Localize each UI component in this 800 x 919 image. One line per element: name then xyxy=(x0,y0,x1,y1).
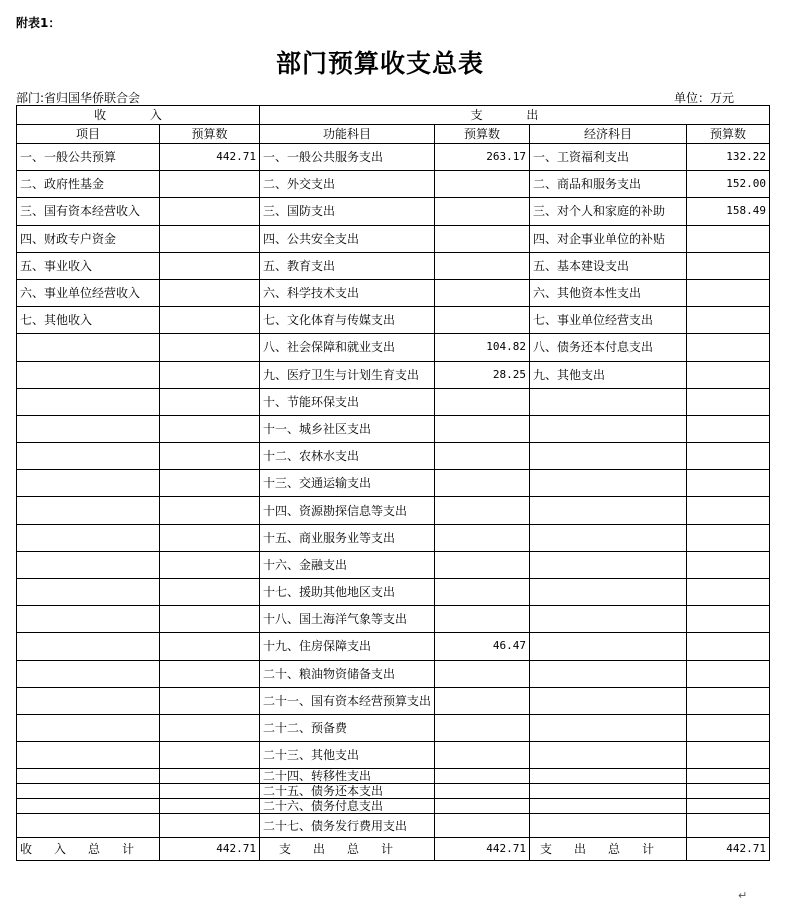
economic-item-cell xyxy=(530,784,687,799)
function-budget-cell xyxy=(435,198,530,225)
economic-budget-cell xyxy=(687,799,770,814)
table-row xyxy=(17,814,770,838)
function-item-cell: 十五、商业服务业等支出 xyxy=(260,524,435,551)
table-row xyxy=(17,633,770,660)
income-budget-cell xyxy=(160,443,260,470)
function-budget-cell: 263.17 xyxy=(435,144,530,171)
function-budget-cell xyxy=(435,225,530,252)
function-item-cell: 十二、农林水支出 xyxy=(260,443,435,470)
economic-item-cell: 九、其他支出 xyxy=(530,361,687,388)
function-budget-cell xyxy=(435,551,530,578)
function-budget-cell xyxy=(435,814,530,838)
income-item-cell: 七、其他收入 xyxy=(17,307,160,334)
economic-item-cell xyxy=(530,742,687,769)
function-budget-cell xyxy=(435,606,530,633)
economic-budget-cell xyxy=(687,814,770,838)
economic-budget-cell xyxy=(687,579,770,606)
table-row xyxy=(17,606,770,633)
function-item-cell: 四、公共安全支出 xyxy=(260,225,435,252)
col-header-economic-subject: 经济科目 xyxy=(530,125,687,144)
table-row xyxy=(17,415,770,442)
table-row xyxy=(17,579,770,606)
table-row xyxy=(17,660,770,687)
col-header-budget: 预算数 xyxy=(435,125,530,144)
income-total-label: 收入总计 xyxy=(17,838,160,861)
function-budget-cell xyxy=(435,799,530,814)
economic-budget-cell: 158.49 xyxy=(687,198,770,225)
economic-budget-cell: 132.22 xyxy=(687,144,770,171)
function-budget-cell: 46.47 xyxy=(435,633,530,660)
economic-item-cell xyxy=(530,415,687,442)
income-budget-cell xyxy=(160,334,260,361)
income-budget-cell xyxy=(160,470,260,497)
income-item-cell: 六、事业单位经营收入 xyxy=(17,279,160,306)
economic-budget-cell xyxy=(687,606,770,633)
function-item-cell: 十七、援助其他地区支出 xyxy=(260,579,435,606)
economic-budget-cell xyxy=(687,252,770,279)
economic-item-cell: 五、基本建设支出 xyxy=(530,252,687,279)
table-row xyxy=(17,470,770,497)
table-row xyxy=(17,551,770,578)
section-header-row xyxy=(17,106,770,125)
economic-budget-cell xyxy=(687,443,770,470)
function-item-cell: 二十二、预备费 xyxy=(260,714,435,741)
function-item-cell: 二十七、债务发行费用支出 xyxy=(260,814,435,838)
function-item-cell: 八、社会保障和就业支出 xyxy=(260,334,435,361)
table-row xyxy=(17,497,770,524)
economic-item-cell xyxy=(530,579,687,606)
function-item-cell: 三、国防支出 xyxy=(260,198,435,225)
table-row xyxy=(17,144,770,171)
table-row xyxy=(17,361,770,388)
function-item-cell: 十八、国土海洋气象等支出 xyxy=(260,606,435,633)
table-row xyxy=(17,252,770,279)
income-budget-cell xyxy=(160,307,260,334)
table-row xyxy=(17,443,770,470)
income-total-value: 442.71 xyxy=(160,838,260,861)
income-item-cell xyxy=(17,814,160,838)
function-total-value: 442.71 xyxy=(435,838,530,861)
economic-budget-cell xyxy=(687,742,770,769)
section-expense: 支 出 xyxy=(260,106,770,125)
economic-item-cell xyxy=(530,606,687,633)
income-item-cell xyxy=(17,415,160,442)
income-budget-cell: 442.71 xyxy=(160,144,260,171)
table-row xyxy=(17,742,770,769)
function-item-cell: 五、教育支出 xyxy=(260,252,435,279)
income-budget-cell xyxy=(160,633,260,660)
income-item-cell xyxy=(17,606,160,633)
economic-item-cell: 一、工资福利支出 xyxy=(530,144,687,171)
economic-item-cell xyxy=(530,714,687,741)
economic-budget-cell xyxy=(687,714,770,741)
income-item-cell xyxy=(17,334,160,361)
table-row xyxy=(17,198,770,225)
income-budget-cell xyxy=(160,279,260,306)
income-budget-cell xyxy=(160,524,260,551)
table-row xyxy=(17,307,770,334)
table-row xyxy=(17,388,770,415)
table-row xyxy=(17,334,770,361)
economic-budget-cell xyxy=(687,687,770,714)
function-item-cell: 二十六、债务付息支出 xyxy=(260,799,435,814)
function-item-cell: 七、文化体育与传媒支出 xyxy=(260,307,435,334)
column-header-row xyxy=(17,125,770,144)
function-item-cell: 一、一般公共服务支出 xyxy=(260,144,435,171)
income-budget-cell xyxy=(160,415,260,442)
income-budget-cell xyxy=(160,660,260,687)
economic-budget-cell xyxy=(687,497,770,524)
table-row xyxy=(17,279,770,306)
budget-table xyxy=(16,105,770,861)
function-budget-cell xyxy=(435,252,530,279)
function-budget-cell xyxy=(435,784,530,799)
economic-item-cell xyxy=(530,660,687,687)
economic-budget-cell xyxy=(687,470,770,497)
function-item-cell: 十三、交通运输支出 xyxy=(260,470,435,497)
economic-item-cell: 八、债务还本付息支出 xyxy=(530,334,687,361)
economic-item-cell xyxy=(530,470,687,497)
income-item-cell xyxy=(17,551,160,578)
income-item-cell: 一、一般公共预算 xyxy=(17,144,160,171)
economic-budget-cell xyxy=(687,769,770,784)
economic-budget-cell xyxy=(687,524,770,551)
income-budget-cell xyxy=(160,497,260,524)
function-budget-cell xyxy=(435,497,530,524)
page-title: 部门预算收支总表 xyxy=(275,49,484,78)
function-item-cell: 二十五、债务还本支出 xyxy=(260,784,435,799)
income-budget-cell xyxy=(160,388,260,415)
economic-budget-cell: 152.00 xyxy=(687,171,770,198)
economic-item-cell xyxy=(530,551,687,578)
function-item-cell: 二十三、其他支出 xyxy=(260,742,435,769)
function-item-cell: 十、节能环保支出 xyxy=(260,388,435,415)
income-item-cell xyxy=(17,714,160,741)
department-label: 部门:省归国华侨联合会 xyxy=(16,91,141,105)
income-item-cell: 四、财政专户资金 xyxy=(17,225,160,252)
function-budget-cell xyxy=(435,660,530,687)
income-budget-cell xyxy=(160,579,260,606)
income-item-cell xyxy=(17,633,160,660)
function-item-cell: 二十四、转移性支出 xyxy=(260,769,435,784)
attachment-label: 附表1： xyxy=(16,16,61,30)
function-budget-cell xyxy=(435,415,530,442)
economic-budget-cell xyxy=(687,784,770,799)
income-item-cell xyxy=(17,579,160,606)
economic-budget-cell xyxy=(687,660,770,687)
function-budget-cell xyxy=(435,171,530,198)
col-header-function-subject: 功能科目 xyxy=(260,125,435,144)
function-item-cell: 二十、粮油物资储备支出 xyxy=(260,660,435,687)
economic-budget-cell xyxy=(687,551,770,578)
table-row xyxy=(17,714,770,741)
economic-item-cell xyxy=(530,799,687,814)
income-item-cell xyxy=(17,524,160,551)
income-budget-cell xyxy=(160,742,260,769)
income-budget-cell xyxy=(160,252,260,279)
function-budget-cell xyxy=(435,769,530,784)
function-budget-cell xyxy=(435,307,530,334)
economic-item-cell xyxy=(530,769,687,784)
economic-item-cell xyxy=(530,443,687,470)
economic-budget-cell xyxy=(687,388,770,415)
table-row xyxy=(17,171,770,198)
income-budget-cell xyxy=(160,361,260,388)
totals-row xyxy=(17,838,770,861)
economic-item-cell xyxy=(530,388,687,415)
function-budget-cell xyxy=(435,714,530,741)
function-item-cell: 二十一、国有资本经营预算支出 xyxy=(260,687,435,714)
col-header-budget: 预算数 xyxy=(160,125,260,144)
income-item-cell xyxy=(17,742,160,769)
income-item-cell xyxy=(17,687,160,714)
economic-item-cell xyxy=(530,814,687,838)
economic-item-cell xyxy=(530,687,687,714)
function-budget-cell xyxy=(435,470,530,497)
function-budget-cell xyxy=(435,687,530,714)
function-item-cell: 二、外交支出 xyxy=(260,171,435,198)
income-budget-cell xyxy=(160,551,260,578)
economic-total-value: 442.71 xyxy=(687,838,770,861)
table-row xyxy=(17,799,770,814)
function-item-cell: 十六、金融支出 xyxy=(260,551,435,578)
economic-item-cell: 四、对企事业单位的补贴 xyxy=(530,225,687,252)
economic-item-cell: 二、商品和服务支出 xyxy=(530,171,687,198)
function-item-cell: 九、医疗卫生与计划生育支出 xyxy=(260,361,435,388)
function-budget-cell xyxy=(435,524,530,551)
col-header-item: 项目 xyxy=(17,125,160,144)
table-row xyxy=(17,784,770,799)
function-budget-cell xyxy=(435,388,530,415)
function-budget-cell xyxy=(435,443,530,470)
income-budget-cell xyxy=(160,714,260,741)
income-item-cell: 三、国有资本经营收入 xyxy=(17,198,160,225)
income-item-cell: 五、事业收入 xyxy=(17,252,160,279)
income-budget-cell xyxy=(160,799,260,814)
function-item-cell: 六、科学技术支出 xyxy=(260,279,435,306)
income-item-cell xyxy=(17,799,160,814)
economic-total-label: 支出总计 xyxy=(530,838,687,861)
economic-item-cell: 三、对个人和家庭的补助 xyxy=(530,198,687,225)
income-item-cell xyxy=(17,784,160,799)
col-header-budget: 预算数 xyxy=(687,125,770,144)
function-total-label: 支出总计 xyxy=(260,838,435,861)
table-row xyxy=(17,769,770,784)
function-budget-cell: 104.82 xyxy=(435,334,530,361)
function-budget-cell xyxy=(435,742,530,769)
function-budget-cell xyxy=(435,279,530,306)
function-budget-cell xyxy=(435,579,530,606)
income-item-cell xyxy=(17,443,160,470)
income-budget-cell xyxy=(160,606,260,633)
income-budget-cell xyxy=(160,198,260,225)
economic-item-cell: 七、事业单位经营支出 xyxy=(530,307,687,334)
function-item-cell: 十一、城乡社区支出 xyxy=(260,415,435,442)
income-item-cell xyxy=(17,470,160,497)
income-item-cell xyxy=(17,361,160,388)
unit-label: 单位：万元 xyxy=(673,91,734,105)
income-budget-cell xyxy=(160,225,260,252)
economic-item-cell xyxy=(530,633,687,660)
economic-budget-cell xyxy=(687,633,770,660)
income-budget-cell xyxy=(160,814,260,838)
economic-budget-cell xyxy=(687,361,770,388)
economic-budget-cell xyxy=(687,334,770,361)
function-budget-cell: 28.25 xyxy=(435,361,530,388)
income-item-cell: 二、政府性基金 xyxy=(17,171,160,198)
table-row xyxy=(17,524,770,551)
income-item-cell xyxy=(17,497,160,524)
income-item-cell xyxy=(17,388,160,415)
economic-budget-cell xyxy=(687,225,770,252)
economic-budget-cell xyxy=(687,415,770,442)
economic-item-cell xyxy=(530,497,687,524)
income-budget-cell xyxy=(160,687,260,714)
section-income: 收 入 xyxy=(17,106,260,125)
function-item-cell: 十九、住房保障支出 xyxy=(260,633,435,660)
income-budget-cell xyxy=(160,784,260,799)
economic-item-cell: 六、其他资本性支出 xyxy=(530,279,687,306)
income-budget-cell xyxy=(160,171,260,198)
table-row xyxy=(17,687,770,714)
income-item-cell xyxy=(17,769,160,784)
income-item-cell xyxy=(17,660,160,687)
economic-budget-cell xyxy=(687,279,770,306)
income-budget-cell xyxy=(160,769,260,784)
paragraph-mark-icon: ↵ xyxy=(738,889,748,902)
economic-budget-cell xyxy=(687,307,770,334)
function-item-cell: 十四、资源勘探信息等支出 xyxy=(260,497,435,524)
table-row xyxy=(17,225,770,252)
economic-item-cell xyxy=(530,524,687,551)
